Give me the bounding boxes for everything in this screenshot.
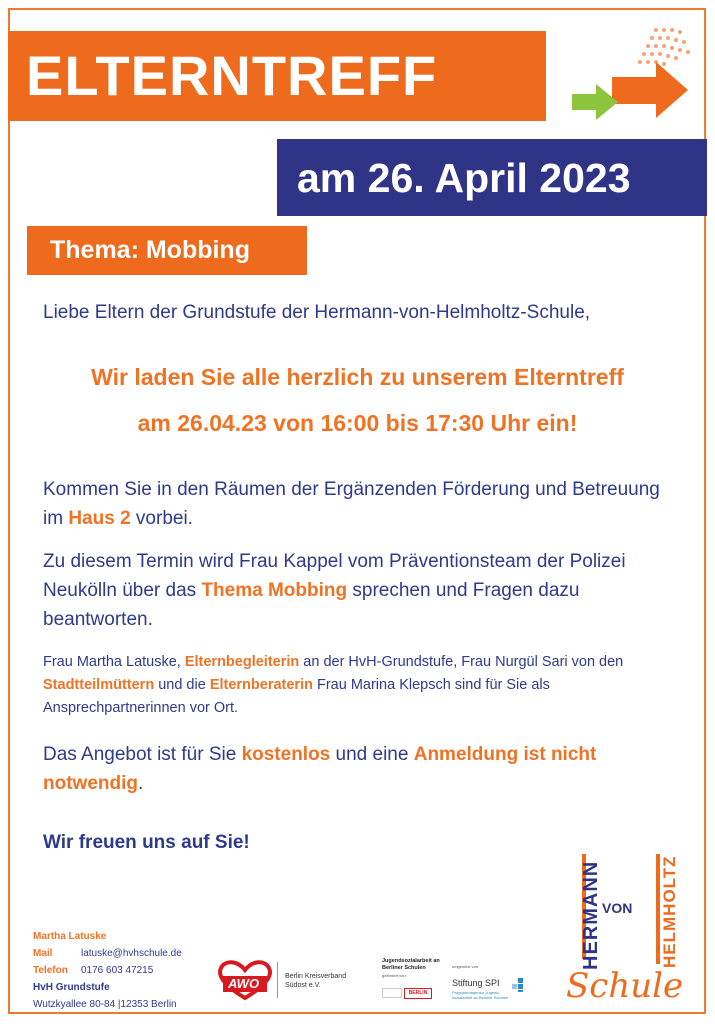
school-logo: HERMANN VON HELMHOLTZ Schule: [566, 855, 684, 1006]
paragraph-offer: Das Angebot ist für Sie kostenlos und eine Anmeldung ist nicht notwendig.: [43, 744, 597, 794]
highlight-house: Haus 2: [68, 508, 131, 529]
contact-phone: 0176 603 47215: [81, 965, 154, 976]
greeting: Liebe Eltern der Grundstufe der Hermann-von-Helmholtz-Schule,: [43, 302, 591, 323]
invite-line-2: am 26.04.23 von 16:00 bis 17:30 Uhr ein!: [137, 410, 578, 436]
paragraph-contacts: Frau Martha Latuske, Elternbegleiterin an der HvH-Grundstufe, Frau Nurgül Sari von den Stadtteilmüttern und die Elternberaterin Frau Marina Klepsch sind für Sie als Ansprechpartnerinnen vor Ort.: [43, 654, 624, 716]
contact-name: Martha Latuske: [33, 931, 107, 942]
awo-logo: AWO Berlin Kreisverband Südost e.V.: [215, 958, 365, 1003]
jsa-logo: Jugendsozialarbeit an Berliner Schulen gefördert von: BERLIN: [382, 958, 452, 1003]
contact-address: Wutzkyallee 80-84 |12353 Berlin: [33, 999, 177, 1010]
spi-squares-icon: [510, 978, 524, 992]
invite-line-1: Wir laden Sie alle herzlich zu unserem Elterntreff: [91, 364, 624, 390]
spi-logo: umgesetzt von: Stiftung SPI Programmagentur Jugend- sozialarbeit an Berliner Schulen: [452, 964, 532, 1004]
awo-subtitle: Berlin Kreisverband Südost e.V.: [285, 973, 347, 989]
page-title: ELTERNTREFF: [26, 44, 438, 107]
highlight-theme: Thema Mobbing: [201, 580, 348, 601]
paragraph-speaker: Zu diesem Termin wird Frau Kappel vom Präventionsteam der Polizei Neukölln über das Thema Mobbing sprechen und Fragen dazu beantworten.: [43, 551, 626, 630]
contact-org: HvH Grundstufe: [33, 982, 110, 993]
event-date: am 26. April 2023: [297, 155, 631, 201]
arrows-logo-icon: [560, 22, 700, 132]
paragraph-location: Kommen Sie in den Räumen der Ergänzenden Förderung und Betreuung im Haus 2 vorbei.: [43, 479, 660, 529]
contact-email: latuske@hvhschule.de: [81, 948, 182, 959]
closing-line: Wir freuen uns auf Sie!: [43, 832, 250, 853]
contact-block: Martha Latuske Mail latuske@hvhschule.de Telefon 0176 603 47215 HvH Grundstufe Wutzkyallee 80-84 |12353 Berlin: [33, 928, 182, 1013]
event-theme: Thema: Mobbing: [50, 236, 250, 264]
